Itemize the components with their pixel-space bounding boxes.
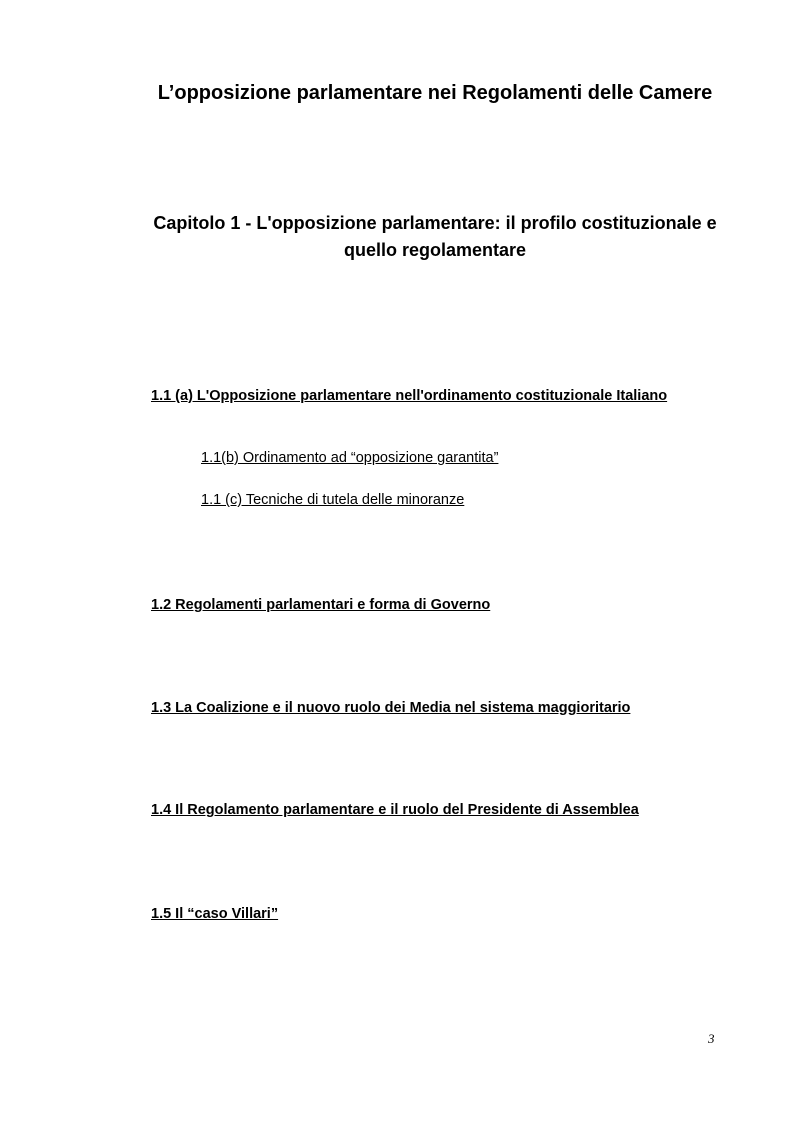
toc-entry-1-2[interactable]: 1.2 Regolamenti parlamentari e forma di Governo [151, 597, 491, 613]
page-number: 3 [708, 1031, 715, 1046]
toc-entry-1-1b[interactable]: 1.1(b) Ordinamento ad “opposizione garantita” [201, 450, 499, 466]
toc-entry-1-4[interactable]: 1.4 Il Regolamento parlamentare e il ruolo del Presidente di Assemblea [151, 802, 639, 818]
toc-entry-1-5[interactable]: 1.5 Il “caso Villari” [151, 906, 279, 922]
toc-entry-1-3[interactable]: 1.3 La Coalizione e il nuovo ruolo dei Media nel sistema maggioritario [151, 700, 631, 716]
document-title: L’opposizione parlamentare nei Regolamenti delle Camere [157, 82, 713, 104]
toc-entry-1-1a[interactable]: 1.1 (a) L'Opposizione parlamentare nell'ordinamento costituzionale Italiano [151, 388, 668, 404]
toc-entry-1-1c[interactable]: 1.1 (c) Tecniche di tutela delle minoranze [201, 492, 465, 508]
chapter-title: Capitolo 1 - L'opposizione parlamentare: il profilo costituzionale e quello regolamentare [153, 213, 717, 260]
